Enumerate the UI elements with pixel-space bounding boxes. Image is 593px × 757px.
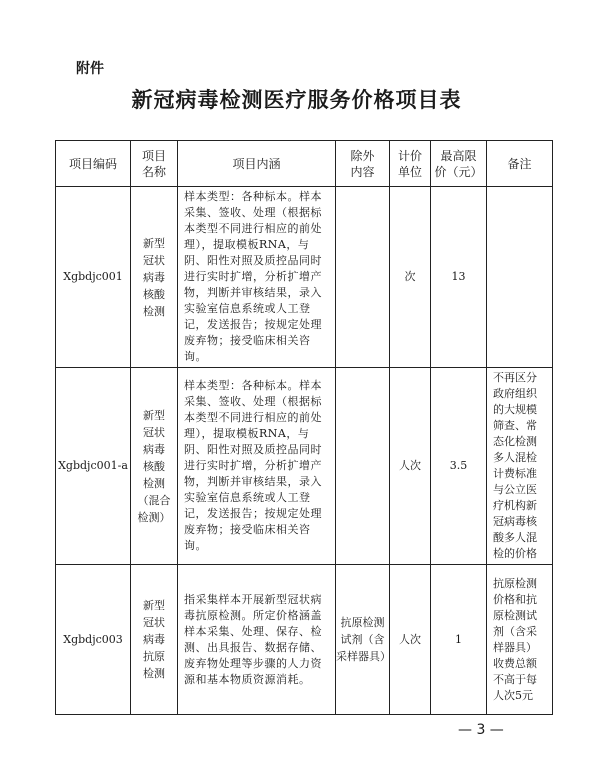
cell-excluded: 抗原检测试剂（含采样器具） — [336, 565, 390, 715]
cell-remark — [487, 187, 553, 368]
cell-price: 3.5 — [431, 368, 487, 565]
page-number: — 3 — — [458, 722, 504, 738]
cell-remark: 抗原检测价格和抗原检测试剂（含采样器具）收费总额不高于每人次5元 — [487, 565, 553, 715]
cell-code: Xgbdjc001-a — [56, 368, 131, 565]
cell-content: 指采集样本开展新型冠状病毒抗原检测。所定价格涵盖样本采集、处理、保存、检测、出具报告、数据存储、废弃物处理等步骤的人力资源和基本物质资源消耗。 — [178, 565, 336, 715]
cell-name: 新型 冠状 病毒 核酸 检测 （混合 检测） — [131, 368, 178, 565]
attachment-label: 附件 — [76, 61, 104, 77]
cell-content: 样本类型：各种标本。样本采集、签收、处理（根据标本类型不同进行相应的前处理），提取模板RNA，与阴、阳性对照及质控品同时进行实时扩增，分析扩增产物，判断并审核结果，录入实验室信息系统或人工登记，发送报告；按规定处理废弃物；接受临床相关咨询。 — [178, 187, 336, 368]
cell-code: Xgbdjc001 — [56, 187, 131, 368]
cell-excluded — [336, 368, 390, 565]
cell-name: 新型 冠状 病毒 抗原 检测 — [131, 565, 178, 715]
table-row — [56, 187, 553, 368]
table-header-row — [56, 141, 553, 187]
price-table — [55, 140, 553, 715]
table-row — [56, 565, 553, 715]
header-excluded: 除外 内容 — [336, 141, 390, 187]
header-name: 项目 名称 — [131, 141, 178, 187]
cell-remark: 不再区分政府组织的大规模筛查、常态化检测多人混检计费标准与公立医疗机构新冠病毒核酸多人混检的价格 — [487, 368, 553, 565]
header-price: 最高限 价（元） — [431, 141, 487, 187]
header-unit: 计价 单位 — [390, 141, 431, 187]
cell-excluded — [336, 187, 390, 368]
header-code: 项目编码 — [56, 141, 131, 187]
cell-code: Xgbdjc003 — [56, 565, 131, 715]
cell-unit: 次 — [390, 187, 431, 368]
page-title: 新冠病毒检测医疗服务价格项目表 — [131, 87, 462, 112]
cell-content: 样本类型：各种标本。样本采集、签收、处理（根据标本类型不同进行相应的前处理），提取模板RNA，与阴、阳性对照及质控品同时进行实时扩增，分析扩增产物，判断并审核结果，录入实验室信息系统或人工登记，发送报告；按规定处理废弃物；接受临床相关咨询。 — [178, 368, 336, 565]
cell-price: 1 — [431, 565, 487, 715]
cell-name: 新型 冠状 病毒 核酸 检测 — [131, 187, 178, 368]
header-content: 项目内涵 — [178, 141, 336, 187]
table-row — [56, 368, 553, 565]
cell-price: 13 — [431, 187, 487, 368]
cell-unit: 人次 — [390, 368, 431, 565]
header-remark: 备注 — [487, 141, 553, 187]
cell-unit: 人次 — [390, 565, 431, 715]
